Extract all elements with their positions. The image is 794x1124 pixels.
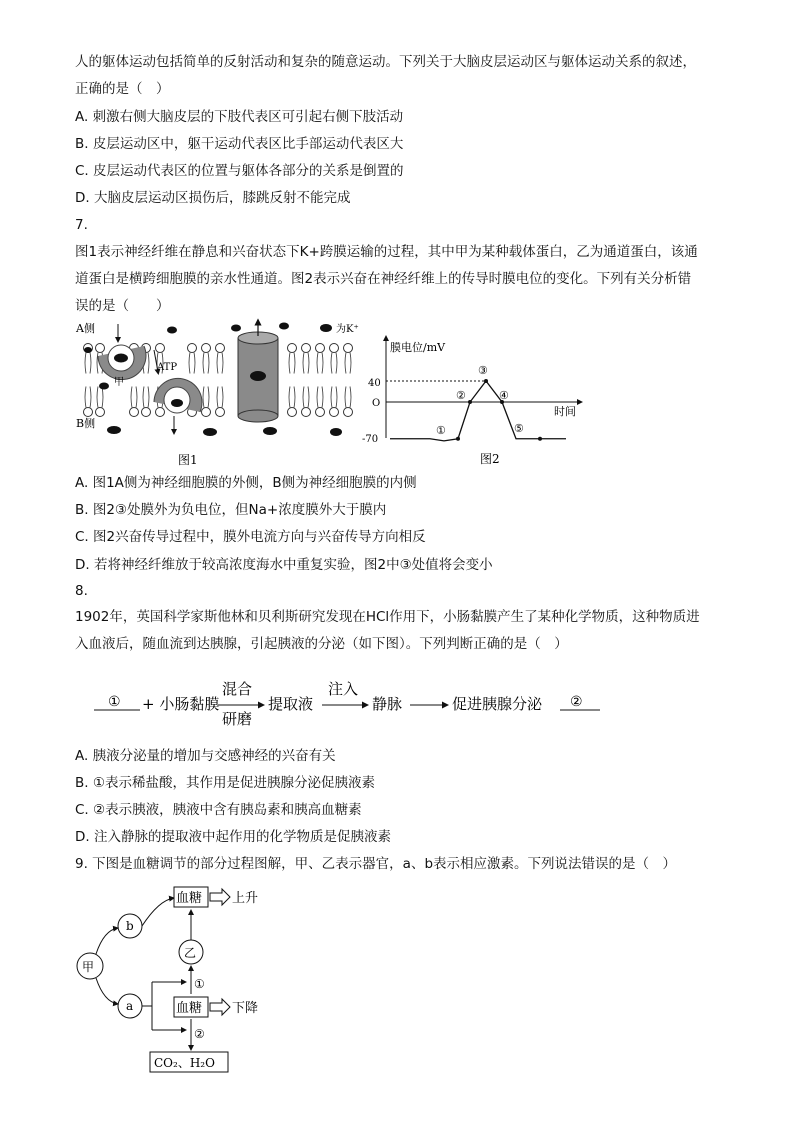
point-5: ⑤ — [514, 422, 524, 435]
q7-option-d: D. 若将神经纤维放于较高浓度海水中重复实验，图2中③处值将会变小 — [75, 557, 493, 573]
q8-stem-line2: 入血液后，随血流到达胰腺，引起胰液的分泌（如下图）。下列判断正确的是（ ） — [75, 636, 568, 652]
label-carrier-jia: 甲 — [114, 377, 124, 388]
tick-neg70: -70 — [362, 434, 379, 445]
lipid-head — [288, 344, 297, 353]
lipid-tail — [131, 387, 137, 408]
lipid-tail — [217, 387, 223, 408]
lipid-tail — [203, 353, 209, 374]
q7-option-a: A. 图1A侧为神经细胞膜的外侧，B侧为神经细胞膜的内侧 — [75, 475, 417, 491]
flow-promote-secretion: 促进胰腺分泌 — [452, 695, 543, 713]
lipid-tail — [345, 353, 351, 374]
tick-40: 40 — [368, 378, 381, 389]
flow-plus-mucosa: + 小肠黏膜 — [142, 695, 220, 713]
point-3: ③ — [478, 364, 488, 377]
lipid-head — [130, 408, 139, 417]
products-box: CO₂、H₂O — [154, 1056, 215, 1070]
lipid-head — [344, 408, 353, 417]
q8-number: 8. — [75, 583, 88, 599]
q8-option-c: C. ②表示胰液，胰液中含有胰岛素和胰高血糖素 — [75, 802, 362, 818]
lipid-tail — [345, 387, 351, 408]
flow-grind: 研磨 — [222, 710, 253, 728]
curve-point — [456, 437, 460, 441]
fall-label: 下降 — [232, 1001, 259, 1016]
lipid-head — [302, 344, 311, 353]
step-2: ② — [194, 1027, 205, 1041]
lipid-tail — [317, 387, 323, 408]
flow-inject: 注入 — [328, 680, 359, 698]
x-axis-label: 时间 — [554, 405, 576, 418]
point-2: ② — [456, 389, 466, 402]
q7-stem-line3: 误的是（ ） — [75, 298, 170, 314]
figure-1-caption: 图1 — [178, 453, 198, 467]
q8-option-a: A. 胰液分泌量的增加与交感神经的兴奋有关 — [75, 748, 336, 764]
flow-extract: 提取液 — [268, 695, 314, 713]
label-atp: ATP — [157, 362, 178, 373]
q6-stem-line2: 正确的是（ ） — [75, 81, 170, 97]
figure-2-chart — [362, 334, 592, 470]
q6-option-b: B. 皮层运动区中，躯干运动代表区比手部运动代表区大 — [75, 136, 404, 152]
lipid-head — [96, 344, 105, 353]
node-yi: 乙 — [184, 946, 197, 960]
point-1: ① — [436, 424, 446, 437]
q9-stem: 9. 下图是血糖调节的部分过程图解，甲、乙表示器官，a、b表示相应激素。下列说法错误的是（ ） — [75, 856, 677, 872]
curve-point — [538, 437, 542, 441]
secretin-flow-diagram — [90, 676, 610, 732]
lipid-head — [202, 408, 211, 417]
lipid-tail — [203, 387, 209, 408]
lipid-head — [330, 408, 339, 417]
lipid-tail — [303, 353, 309, 374]
q6-stem-line1: 人的躯体运动包括简单的反射活动和复杂的随意运动。下列关于大脑皮层运动区与躯体运动关系的叙述， — [75, 54, 696, 70]
q7-option-c: C. 图2兴奋传导过程中，膜外电流方向与兴奋传导方向相反 — [75, 529, 426, 545]
lipid-tail — [289, 387, 295, 408]
lipid-tail — [217, 353, 223, 374]
lipid-head — [316, 344, 325, 353]
q7-number: 7. — [75, 217, 88, 233]
membrane-potential-curve — [390, 381, 566, 441]
q6-option-a: A. 刺激右侧大脑皮层的下肢代表区可引起右侧下肢活动 — [75, 109, 404, 125]
q8-stem-line1: 1902年，英国科学家斯他林和贝利斯研究发现在HCl作用下，小肠黏膜产生了某种化学物质，这种物质进 — [75, 609, 700, 625]
q8-option-d: D. 注入静脉的提取液中起作用的化学物质是促胰液素 — [75, 829, 391, 845]
lipid-head — [188, 344, 197, 353]
q6-option-c: C. 皮层运动代表区的位置与躯体各部分的关系是倒置的 — [75, 163, 404, 179]
hormone-b: b — [126, 919, 134, 933]
rise-label: 上升 — [232, 891, 259, 906]
lipid-tail — [85, 353, 91, 374]
label-k-legend: 为K⁺ — [336, 324, 359, 335]
flow-mix: 混合 — [222, 680, 253, 698]
channel-protein-yi — [238, 322, 278, 422]
q7-option-b: B. 图2③处膜外为负电位，但Na+浓度膜外大于膜内 — [75, 502, 387, 518]
lipid-head — [302, 408, 311, 417]
lipid-head — [156, 344, 165, 353]
q8-option-b: B. ①表示稀盐酸，其作用是促进胰腺分泌促胰液素 — [75, 775, 375, 791]
label-side-a: A侧 — [76, 322, 95, 335]
lipid-head — [288, 408, 297, 417]
blood-sugar-mid: 血糖 — [176, 1001, 203, 1016]
lipid-tail — [331, 387, 337, 408]
figure-1-membrane — [74, 318, 364, 470]
lipid-tail — [317, 353, 323, 374]
lipid-tail — [143, 387, 149, 408]
lipid-tail — [331, 353, 337, 374]
lipid-tail — [289, 353, 295, 374]
lipid-head — [216, 344, 225, 353]
lipid-head — [216, 408, 225, 417]
label-side-b: B侧 — [76, 417, 96, 430]
flow-blank-1: ① — [108, 694, 121, 710]
figure-2-caption: 图2 — [480, 452, 500, 466]
q6-option-d: D. 大脑皮层运动区损伤后，膝跳反射不能完成 — [75, 190, 351, 206]
flow-blank-2: ② — [570, 694, 583, 710]
flow-vein: 静脉 — [372, 695, 403, 713]
lipid-head — [316, 408, 325, 417]
lipid-head — [202, 344, 211, 353]
hormone-a: a — [126, 999, 134, 1013]
lipid-head — [96, 408, 105, 417]
lipid-head — [330, 344, 339, 353]
y-axis-label: 膜电位/mV — [390, 341, 446, 354]
lipid-head — [142, 408, 151, 417]
step-1: ① — [194, 977, 205, 991]
tick-0: O — [372, 398, 381, 409]
lipid-head — [84, 408, 93, 417]
lipid-tail — [189, 353, 195, 374]
lipid-tail — [303, 387, 309, 408]
point-4: ④ — [499, 389, 509, 402]
curve-point — [484, 379, 488, 383]
node-jia: 甲 — [82, 960, 95, 974]
blood-sugar-top: 血糖 — [176, 891, 203, 906]
blood-sugar-diagram — [74, 880, 304, 1080]
lipid-head — [156, 408, 165, 417]
lipid-head — [344, 344, 353, 353]
q7-stem-line1: 图1表示神经纤维在静息和兴奋状态下K+跨膜运输的过程，其中甲为某种载体蛋白，乙为通道蛋白，该通 — [75, 244, 698, 260]
lipid-tail — [85, 387, 91, 408]
lipid-tail — [97, 387, 103, 408]
q7-stem-line2: 道蛋白是横跨细胞膜的亲水性通道。图2表示兴奋在神经纤维上的传导时膜电位的变化。下列有关分析错 — [75, 271, 692, 287]
curve-point — [468, 400, 472, 404]
